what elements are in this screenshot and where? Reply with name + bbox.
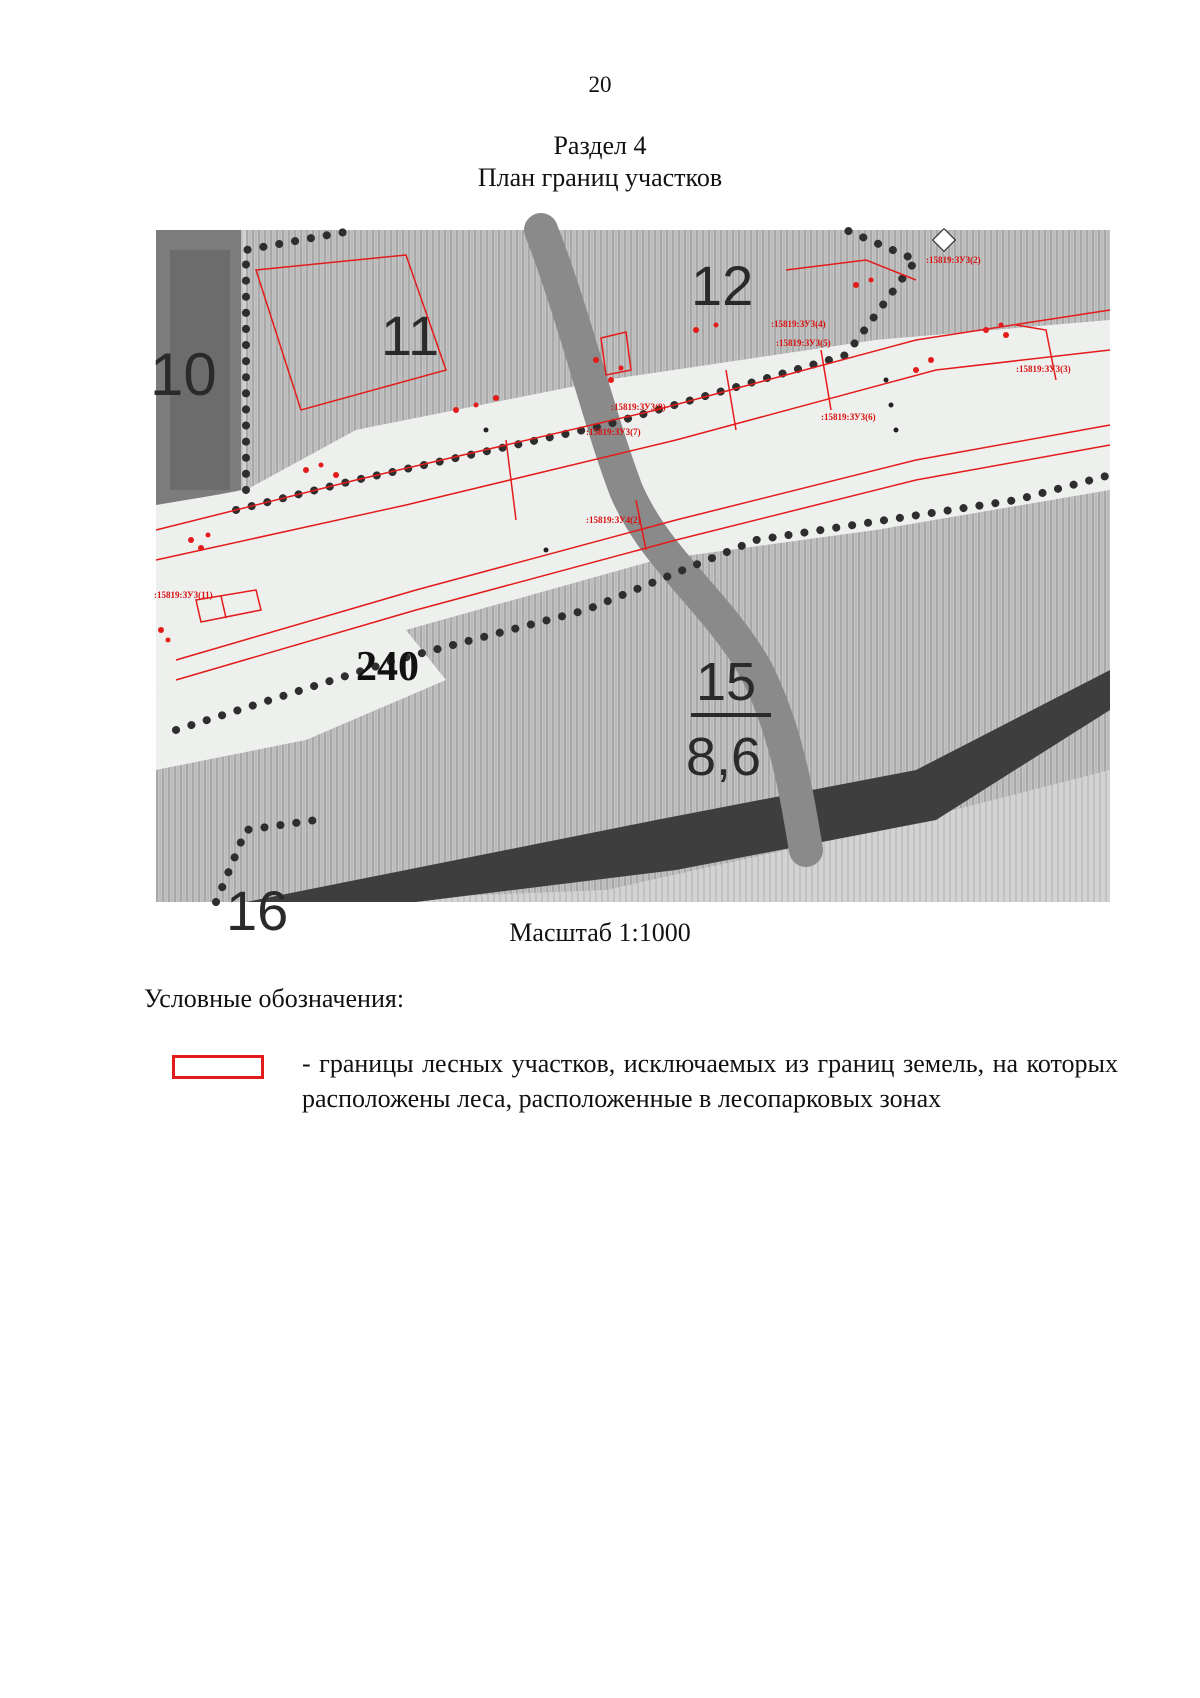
section-title — [0, 130, 1200, 194]
quarter-label-11: 11 — [381, 304, 440, 367]
parcel-label-zu3-11: :15819:ЗУ3(11) — [154, 590, 213, 600]
parcel-label-zu3-9: :15819:ЗУ3(9) — [611, 402, 666, 412]
parcel-label-zu3-2: :15819:ЗУ3(2) — [926, 255, 981, 265]
legend-swatch-boundary — [172, 1055, 264, 1079]
quarter-label-10: 10 — [150, 341, 217, 408]
page-number: 20 — [588, 72, 612, 97]
parcel-label-zu3-3: :15819:ЗУ3(3) — [1016, 364, 1071, 374]
parcel-label-zu3-6: :15819:ЗУ3(6) — [821, 412, 876, 422]
parcel-label-zu3-5: :15819:ЗУ3(5) — [776, 338, 831, 348]
quarter-label-15-number: 15 — [696, 652, 757, 712]
parcel-label-zu4-2: :15819:ЗУ4(2) — [586, 515, 641, 525]
map-scale: Масштаб 1:1000 — [509, 918, 691, 947]
quarter-label-240: 240 — [356, 644, 419, 690]
section-subheading: План границ участков — [477, 163, 723, 192]
quarter-label-15-area: 8,6 — [686, 727, 762, 787]
parcel-label-zu3-4: :15819:ЗУ3(4) — [771, 319, 826, 329]
legend-item-text: - границы лесных участков, исключаемых из границ земель, на которых расположены леса, расположенные в лесопарковых зонах — [302, 1049, 1118, 1113]
legend-title: Условные обозначения: — [144, 984, 405, 1013]
parcel-label-zu3-7: :15819:ЗУ3(7) — [586, 427, 641, 437]
quarter-label-16: 16 — [226, 879, 289, 942]
quarter-label-12: 12 — [691, 254, 754, 317]
section-heading: Раздел 4 — [553, 131, 647, 160]
